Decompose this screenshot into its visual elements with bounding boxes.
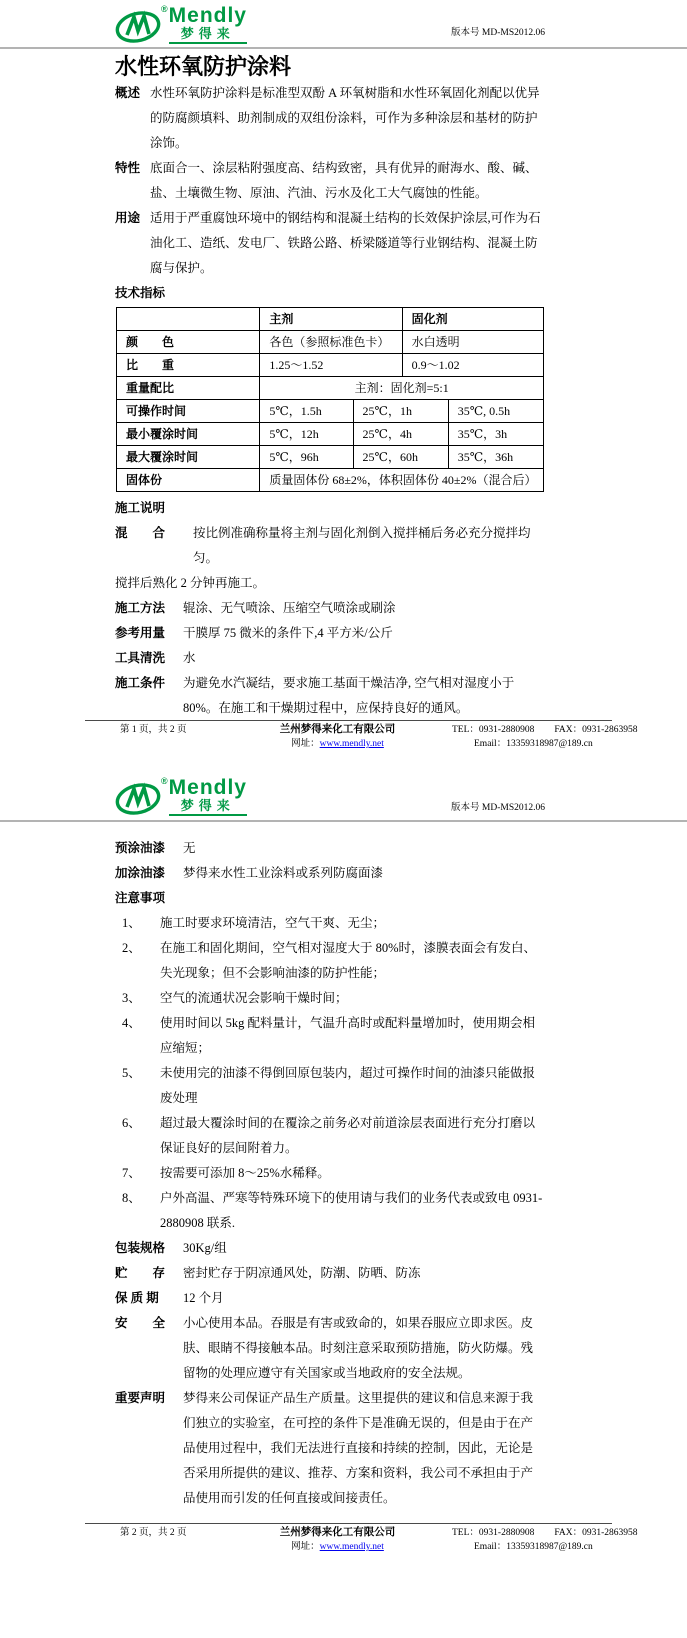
logo-wordmark xyxy=(169,778,247,816)
table-row xyxy=(117,469,544,492)
table-cell: 颜 色 xyxy=(117,331,260,354)
page-number: 第 2 页，共 2 页 xyxy=(120,1528,187,1538)
tech-indicators-heading: 技术指标 xyxy=(115,286,166,300)
logo-text-cn: 梦得来 xyxy=(169,26,247,44)
note-number: 1、 xyxy=(122,916,141,930)
section-text: 12 个月 xyxy=(183,1291,224,1305)
section-usage xyxy=(115,206,545,281)
table-cell: 最大覆涂时间 xyxy=(117,446,260,469)
table-row xyxy=(117,400,544,423)
section-label: 施工方法 xyxy=(115,601,166,615)
note-number: 4、 xyxy=(122,1016,141,1030)
footer-contacts xyxy=(440,1526,638,1540)
section-text: 小心使用本品。吞服是有害或致命的，如果吞服应立即求医。皮肤、眼睛不得接触本品。时刻注意采取预防措施，防火防爆。残留物的处理应遵守有关国家或当地政府的安全法规。 xyxy=(183,1316,534,1380)
mendly-emblem-icon xyxy=(113,5,165,45)
section-topcoat xyxy=(115,861,545,886)
table-cell: 主剂：固化剂=5:1 xyxy=(260,377,544,400)
section-label: 特性 xyxy=(115,161,141,175)
note-item-7 xyxy=(115,1161,545,1186)
note-number: 3、 xyxy=(122,991,141,1005)
footer-website xyxy=(235,1540,440,1554)
table-cell: 35℃，3h xyxy=(448,423,543,446)
table-row xyxy=(117,377,544,400)
table-cell: 35℃，36h xyxy=(448,446,543,469)
section-method xyxy=(115,596,545,621)
note-item-5 xyxy=(115,1061,545,1111)
note-text: 在施工和固化期间，空气相对湿度大于 80%时，漆膜表面会有发白、失光现象；但不会影响油漆的防护性能； xyxy=(160,941,537,980)
section-label: 安 全 xyxy=(115,1316,166,1330)
note-text: 使用时间以 5kg 配料量计，气温升高时或配料量增加时，使用期会相应缩短； xyxy=(160,1016,536,1055)
section-mixing xyxy=(115,521,545,571)
section-text: 水 xyxy=(183,651,196,665)
mixing-continued-text: 搅拌后熟化 2 分钟再施工。 xyxy=(115,576,266,590)
company-name: 兰州梦得来化工有限公司 xyxy=(279,724,396,735)
note-item-1 xyxy=(115,911,545,936)
section-text: 干膜厚 75 微米的条件下,4 平方米/公斤 xyxy=(183,626,393,640)
footer-website xyxy=(235,737,440,751)
section-text: 梦得来公司保证产品生产质量。这里提供的建议和信息来源于我们独立的实验室，在可控的条件下是准确无误的，但是由于在产品使用过程中，我们无法进行直接和持续的控制，因此，无论是否采用所提供的建议、推荐、方案和资料，我公司不承担由于产品使用而引发的任何直接或间接责任。 xyxy=(183,1391,534,1505)
tel-label: TEL：0931-2880908 xyxy=(452,725,535,735)
notes-heading: 注意事项 xyxy=(115,891,166,905)
table-cell: 1.25～1.52 xyxy=(260,354,402,377)
note-number: 7、 xyxy=(122,1166,141,1180)
page2-footer xyxy=(85,1523,638,1554)
email-label: Email：13359318987@189.cn xyxy=(474,1542,593,1552)
section-label: 概述 xyxy=(115,86,141,100)
section-text: 30Kg/组 xyxy=(183,1241,227,1255)
table-cell: 水白透明 xyxy=(402,331,543,354)
section-packing xyxy=(115,1236,545,1261)
note-item-2 xyxy=(115,936,545,986)
section-label: 重要声明 xyxy=(115,1391,166,1405)
section-text: 密封贮存于阴凉通风处，防潮、防晒、防冻 xyxy=(183,1266,421,1280)
page2-header xyxy=(0,754,687,822)
table-cell: 5℃，96h xyxy=(260,446,353,469)
fax-label: FAX：0931-2863958 xyxy=(554,1528,638,1538)
page1-content xyxy=(115,53,545,721)
section-text: 底面合一、涂层粘附强度高、结构致密，具有优异的耐海水、酸、碱、盐、土壤微生物、原油、汽油、污水及化工大气腐蚀的性能。 xyxy=(150,161,538,200)
note-number: 2、 xyxy=(122,941,141,955)
page1-header xyxy=(0,0,687,49)
construction-heading: 施工说明 xyxy=(115,501,166,515)
section-text: 为避免水汽凝结，要求施工基面干燥洁净, 空气相对湿度小于 80%。在施工和干燥期过程中，应保持良好的通风。 xyxy=(183,676,515,715)
section-conditions xyxy=(115,671,545,721)
section-shelf-life xyxy=(115,1286,545,1311)
table-row xyxy=(117,354,544,377)
registered-trademark: ® xyxy=(161,776,168,786)
table-cell: 5℃，12h xyxy=(260,423,353,446)
fax-label: FAX：0931-2863958 xyxy=(554,725,638,735)
note-item-3 xyxy=(115,986,545,1011)
footer-row xyxy=(85,723,638,737)
section-label: 用途 xyxy=(115,211,141,225)
document-title: 水性环氧防护涂料 xyxy=(115,54,292,79)
table-cell-main-agent: 主剂 xyxy=(260,308,402,331)
footer-email-cell xyxy=(440,737,612,751)
section-text: 梦得来水性工业涂料或系列防腐面漆 xyxy=(183,866,384,880)
note-text: 按需要可添加 8～25%水稀释。 xyxy=(160,1166,330,1180)
logo-text-en: Mendly xyxy=(168,776,247,799)
page-number: 第 1 页，共 2 页 xyxy=(120,725,187,735)
table-cell: 0.9～1.02 xyxy=(402,354,543,377)
page1-footer xyxy=(85,720,638,751)
table-row xyxy=(117,331,544,354)
logo-wordmark xyxy=(169,6,247,44)
table-cell: 固体份 xyxy=(117,469,260,492)
table-row xyxy=(117,308,544,331)
note-number: 5、 xyxy=(122,1066,141,1080)
section-label: 工具清洗 xyxy=(115,651,166,665)
registered-trademark: ® xyxy=(161,4,168,14)
mendly-logo xyxy=(113,777,247,817)
section-label: 加涂油漆 xyxy=(115,866,166,880)
table-row xyxy=(117,446,544,469)
footer-email-cell xyxy=(440,1540,612,1554)
section-statement xyxy=(115,1386,545,1511)
website-label: 网址： xyxy=(291,739,320,749)
section-text: 适用于严重腐蚀环境中的钢结构和混凝土结构的长效保护涂层,可作为石油化工、造纸、发电厂、铁路公路、桥梁隧道等行业钢结构、混凝土防腐与保护。 xyxy=(150,211,541,275)
section-label: 保 质 期 xyxy=(115,1291,159,1305)
footer-row xyxy=(85,1526,638,1540)
section-storage xyxy=(115,1261,545,1286)
website-link[interactable]: www.mendly.net xyxy=(319,1542,384,1552)
section-label: 参考用量 xyxy=(115,626,166,640)
note-item-4 xyxy=(115,1011,545,1061)
table-cell: 5℃，1.5h xyxy=(260,400,353,423)
note-number: 8、 xyxy=(122,1191,141,1205)
page2-content xyxy=(115,836,545,1511)
tel-label: TEL：0931-2880908 xyxy=(452,1528,535,1538)
document-page-2 xyxy=(0,754,687,1638)
table-cell: 可操作时间 xyxy=(117,400,260,423)
table-cell xyxy=(117,308,260,331)
version-label: 版本号 MD-MS2012.06 xyxy=(451,803,545,813)
section-precoat xyxy=(115,836,545,861)
website-link[interactable]: www.mendly.net xyxy=(319,739,384,749)
note-text: 施工时要求环境清洁，空气干爽、无尘； xyxy=(160,916,386,930)
version-label: 版本号 MD-MS2012.06 xyxy=(451,28,545,38)
section-overview xyxy=(115,81,545,156)
section-text: 无 xyxy=(183,841,196,855)
section-label: 预涂油漆 xyxy=(115,841,166,855)
section-label: 包装规格 xyxy=(115,1241,166,1255)
table-cell: 25℃，1h xyxy=(353,400,448,423)
section-safety xyxy=(115,1311,545,1386)
table-cell: 重量配比 xyxy=(117,377,260,400)
table-cell: 各色（参照标准色卡） xyxy=(260,331,402,354)
document-page-1 xyxy=(0,0,687,754)
table-cell: 25℃，60h xyxy=(353,446,448,469)
note-text: 空气的流通状况会影响干燥时间； xyxy=(160,991,348,1005)
note-text: 户外高温、严寒等特殊环境下的使用请与我们的业务代表或致电 0931-2880908 联系. xyxy=(160,1191,543,1230)
table-cell-hardener: 固化剂 xyxy=(402,308,543,331)
email-label: Email：13359318987@189.cn xyxy=(474,739,593,749)
section-text: 按比例准确称量将主剂与固化剂倒入搅拌桶后务必充分搅拌均匀。 xyxy=(193,526,531,565)
website-label: 网址： xyxy=(291,1542,320,1552)
table-row xyxy=(117,423,544,446)
section-text: 水性环氧防护涂料是标准型双酚 A 环氧树脂和水性环氧固化剂配以优异的防腐颜填料、助剂制成的双组份涂料，可作为多种涂层和基材的防护涂饰。 xyxy=(150,86,540,150)
section-text: 辊涂、无气喷涂、压缩空气喷涂或刷涂 xyxy=(183,601,396,615)
table-cell: 比 重 xyxy=(117,354,260,377)
note-text: 未使用完的油漆不得倒回原包装内，超过可操作时间的油漆只能做报废处理 xyxy=(160,1066,536,1105)
note-item-8 xyxy=(115,1186,545,1236)
footer-contacts xyxy=(440,723,638,737)
footer-row xyxy=(85,737,612,751)
table-cell: 最小覆涂时间 xyxy=(117,423,260,446)
section-features xyxy=(115,156,545,206)
mendly-emblem-icon xyxy=(113,777,165,817)
tech-indicators-table xyxy=(116,307,544,492)
note-number: 6、 xyxy=(122,1116,141,1130)
table-cell: 25℃，4h xyxy=(353,423,448,446)
section-label: 施工条件 xyxy=(115,676,166,690)
section-label: 混 合 xyxy=(115,526,166,540)
mendly-logo xyxy=(113,5,247,45)
section-label: 贮 存 xyxy=(115,1266,166,1280)
table-cell: 质量固体份 68±2%，体积固体份 40±2%（混合后） xyxy=(260,469,544,492)
section-dosage xyxy=(115,621,545,646)
note-text: 超过最大覆涂时间的在覆涂之前务必对前道涂层表面进行充分打磨以保证良好的层间附着力。 xyxy=(160,1116,536,1155)
footer-row xyxy=(85,1540,612,1554)
logo-text-en: Mendly xyxy=(168,4,247,27)
company-name: 兰州梦得来化工有限公司 xyxy=(279,1527,396,1538)
table-cell: 35℃, 0.5h xyxy=(448,400,543,423)
note-item-6 xyxy=(115,1111,545,1161)
logo-text-cn: 梦得来 xyxy=(169,798,247,816)
section-cleaning xyxy=(115,646,545,671)
